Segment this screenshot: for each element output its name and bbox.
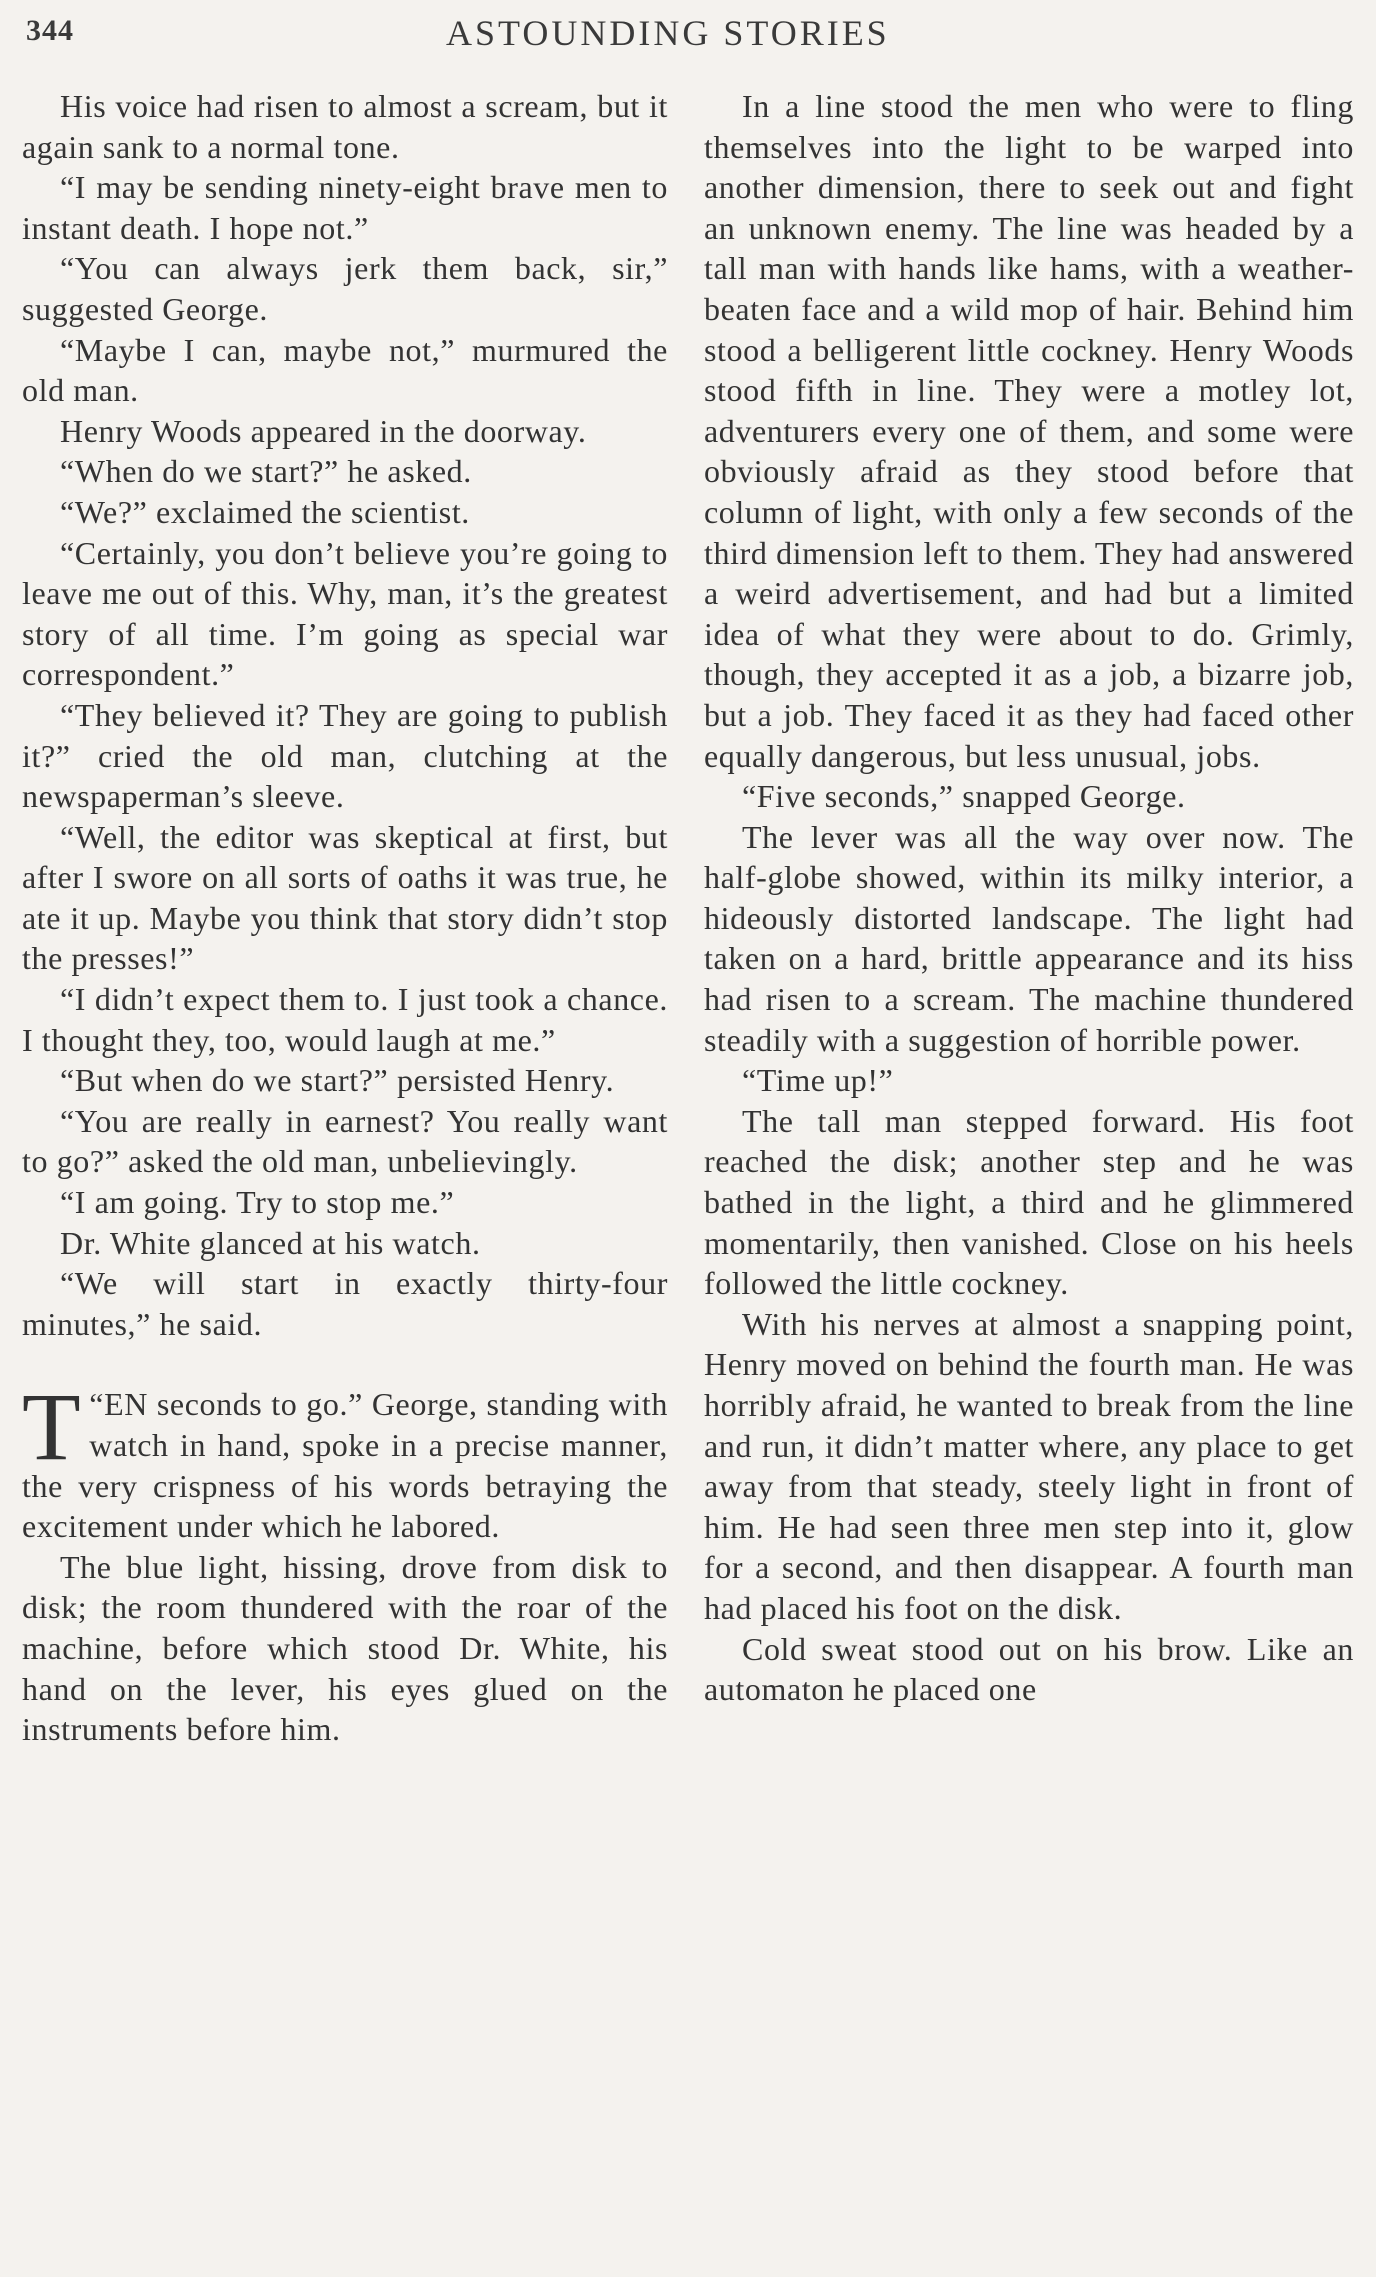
paragraph: “Five seconds,” snapped George. bbox=[742, 778, 1186, 815]
paragraph: “We?” exclaimed the scientist. bbox=[60, 493, 470, 530]
paragraph: “Maybe I can, maybe not,” murmured the old man. bbox=[22, 331, 668, 409]
paragraph: “Certainly, you don’t believe you’re going to leave me out of this. Why, man, it’s the greatest story of all time. I’m going as special war correspondent.” bbox=[22, 534, 668, 693]
paragraph: “You can always jerk them back, sir,” suggested George. bbox=[22, 250, 668, 327]
paragraph: “I may be sending ninety-eight brave men to instant death. I hope not.” bbox=[22, 169, 668, 246]
right-column bbox=[704, 86, 1354, 1710]
opening-quote-mark: “ bbox=[89, 1386, 105, 1423]
paragraph: The blue light, hissing, drove from disk to disk; the room thundered with the roar of the machine, before which stood Dr. White, his hand on the lever, his eyes glued on the instruments before him. bbox=[22, 1548, 668, 1748]
paragraph: “When do we start?” he asked. bbox=[60, 453, 472, 490]
paragraph: With his nerves at almost a snapping point, Henry moved on behind the fourth man. He was horribly afraid, he wanted to break from the line and run, it didn’t matter where, any place to get away from that steady, steely light in front of him. He had seen three men step into it, glow for a second, and then disappear. A fourth man had placed his foot on the disk. bbox=[704, 1305, 1354, 1626]
paragraph: The tall man stepped forward. His foot reached the disk; another step and he was bathed in the light, a third and he glimmered momentarily, then vanished. Close on his heels followed the little cockney. bbox=[704, 1102, 1354, 1302]
paragraph: Henry Woods appeared in the doorway. bbox=[60, 412, 587, 449]
paragraph: “Well, the editor was skeptical at first, but after I swore on all sorts of oaths it was true, he ate it up. Maybe you think that story didn’t stop the presses!” bbox=[22, 818, 668, 977]
paragraph: “We will start in exactly thirty-four minutes,” he said. bbox=[22, 1265, 668, 1342]
page-number: 344 bbox=[26, 14, 74, 47]
paragraph: The lever was all the way over now. The half-globe showed, within its milky interior, a hideously distorted landscape. The light had taken on a hard, brittle appearance and its hiss had risen to a scream. The machine thundered steadily with a suggestion of horrible power. bbox=[704, 818, 1354, 1058]
paragraph: “I didn’t expect them to. I just took a chance. I thought they, too, would laugh at me.” bbox=[22, 981, 668, 1058]
paragraph: Cold sweat stood out on his brow. Like an automaton he placed one bbox=[704, 1630, 1354, 1708]
paragraph: In a line stood the men who were to fling themselves into the light to be warped into another dimension, there to seek out and fight an unknown enemy. The line was headed by a tall man with hands like hams, with a weather-beaten face and a wild mop of hair. Behind him stood a belligerent little cockney. Henry Woods stood fifth in line. They were a motley lot, adventurers every one of them, and some were obviously afraid as they stood before that column of light, with only a few seconds of the third dimension left to them. They had answered a weird advertisement, and had but a limited idea of what they were about to do. Grimly, though, they accepted it as a job, a bizarre job, but a job. They faced it as they had faced other equally dangerous, but less unusual, jobs. bbox=[704, 88, 1354, 774]
page-header bbox=[26, 8, 1350, 58]
drop-cap: T bbox=[22, 1373, 82, 1481]
paragraph: His voice had risen to almost a scream, but it again sank to a normal tone. bbox=[22, 88, 668, 165]
running-head: ASTOUNDING STORIES bbox=[446, 13, 890, 53]
paragraph: “But when do we start?” persisted Henry. bbox=[60, 1062, 615, 1099]
section-opening-text: EN seconds to go.” George, standing with watch in hand, spoke in a precise manner, the very crispness of his words betraying the excitement under which he labored. bbox=[22, 1386, 668, 1545]
section-opening-paragraph bbox=[22, 1373, 668, 1546]
left-column bbox=[22, 86, 668, 1750]
paragraph: “You are really in earnest? You really want to go?” asked the old man, unbelievingly. bbox=[22, 1102, 668, 1180]
paragraph: “I am going. Try to stop me.” bbox=[60, 1184, 455, 1221]
paragraph: Dr. White glanced at his watch. bbox=[60, 1224, 481, 1261]
section-break bbox=[22, 1344, 668, 1384]
paragraph: “Time up!” bbox=[742, 1062, 894, 1099]
paragraph: “They believed it? They are going to publish it?” cried the old man, clutching at the newspaperman’s sleeve. bbox=[22, 696, 668, 815]
